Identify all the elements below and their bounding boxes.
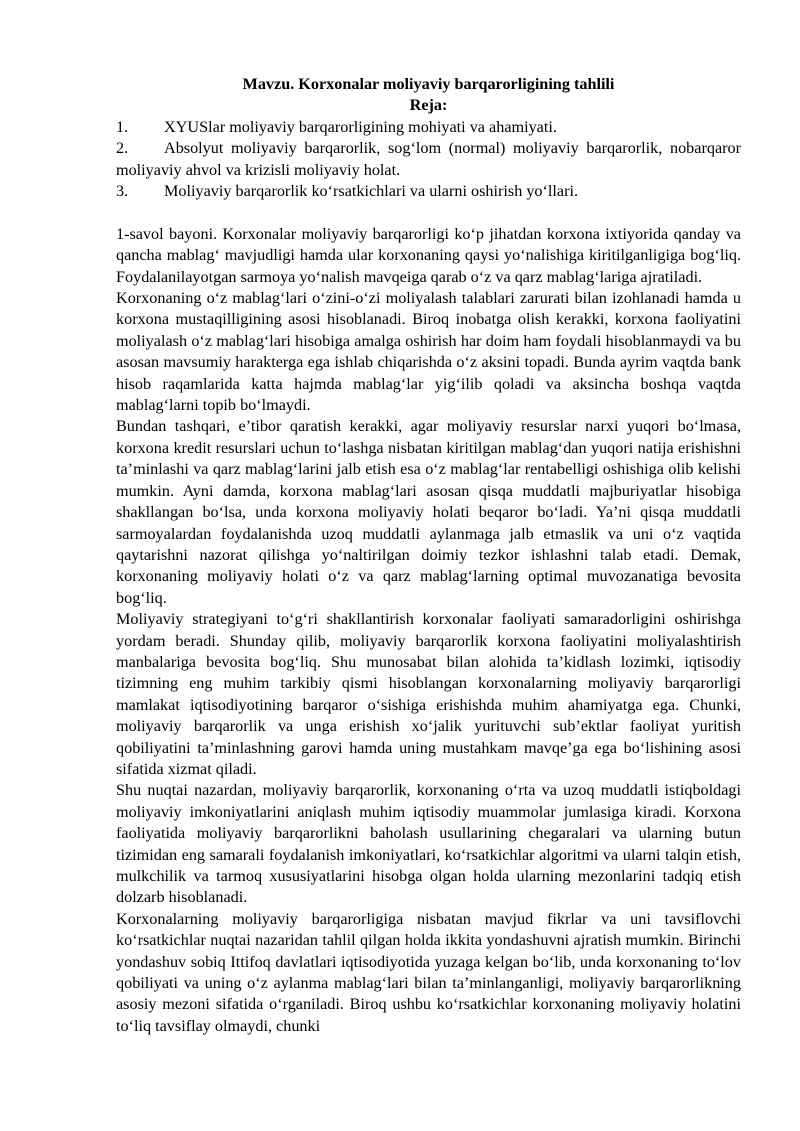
plan-item-text: Absolyut moliyaviy barqarorlik, sog‘lom (normal) moliyaviy barqarorlik, nobarqaror moliyaviy ahvol va krizisli moliyaviy holat.	[116, 139, 741, 179]
spacer	[116, 202, 741, 223]
plan-item-text: XYUSlar moliyaviy barqarorligining mohiyati va ahamiyati.	[164, 117, 557, 136]
body-paragraph: Korxonaning o‘z mablag‘lari o‘zini-o‘zi moliyalash talablari zarurati bilan izohlanadi hamda u korxona mustaqilligining asosi hisoblanadi. Biroq inobatga olish kerakki, korxona faoliyatini moliyalash o‘z mablag‘lari hisobiga amalga oshirish har doim ham foydali hisoblanmaydi va bu asosan mavsumiy harakterga ega ishlab chiqarishda o‘z aksini topadi. Bunda ayrim vaqtda bank hisob raqamlarida katta hajmda mablag‘lar yig‘ilib qoladi va aksincha boshqa vaqtda mablag‘larni topib bo‘lmaydi.	[116, 289, 741, 415]
document-title: Mavzu. Korxonalar moliyaviy barqarorligining tahlili	[242, 75, 615, 93]
body-paragraph: Korxonalarning moliyaviy barqarorligiga nisbatan mavjud fikrlar va uni tavsiflovchi ko‘rsatkichlar nuqtai nazaridan tahlil qilgan holda ikkita yondashuvni ajratish mumkin. Birinchi yondashuv sobiq Ittifoq davlatlari iqtisodiyotida yuzaga kelgan bo‘lib, unda korxonaning to‘lov qobiliyati va uning o‘z aylanma mablag‘lari bilan ta’minlanganligi, moliyaviy barqarorlikning asosiy mezoni sifatida o‘rganiladi. Biroq ushbu ko‘rsatkichlar korxonaning moliyaviy holatini to‘liq tavsiflay olmaydi, chunki	[116, 909, 741, 1035]
body-paragraph: Bundan tashqari, e’tibor qaratish kerakki, agar moliyaviy resurslar narxi yuqori bo‘lmasa, korxona kredit resurslari uchun to‘lashga nisbatan kiritilgan mablag‘dan yuqori natija erishishni ta’minlashi va qarz mablag‘larini jalb etish esa o‘z mablag‘lar rentabelligi oshishiga olib kelishi mumkin. Ayni damda, korxona mablag‘lari asosan qisqa muddatli majburiyatlar hisobiga shakllangan bo‘lsa, unda korxona moliyaviy holati beqaror bo‘ladi. Ya’ni qisqa muddatli sarmoyalardan foydalanishda uzoq muddatli aylanmaga jalb etmaslik va uni o‘z vaqtida qaytarishni nazorat qilishga yo‘naltirilgan doimiy tezkor ishlashni talab etadi. Demak, korxonaning moliyaviy holati o‘z va qarz mablag‘larning optimal muvozanatiga bevosita bog‘liq.	[116, 417, 741, 607]
plan-item	[116, 181, 741, 202]
body-paragraph: Shu nuqtai nazardan, moliyaviy barqarorlik, korxonaning o‘rta va uzoq muddatli istiqboldagi moliyaviy imkoniyatlarini aniqlash muhim iqtisodiy muammolar jumlasiga kiradi. Korxona faoliyatida moliyaviy barqarorlikni baholash usullarining chegaralari va ularning butun tizimidan eng samarali foydalanish imkoniyatlari, ko‘rsatkichlar algoritmi va ularni talqin etish, mulkchilik va tarmoq xususiyatlarini hisobga olgan holda ularning mezonlarini tadqiq etish dolzarb hisoblanadi.	[116, 781, 741, 907]
plan-item	[116, 117, 741, 138]
plan-item-number: 3.	[116, 182, 129, 201]
plan-item-number: 2.	[116, 139, 129, 158]
body-paragraph: 1-savol bayoni. Korxonalar moliyaviy barqarorligi ko‘p jihatdan korxona ixtiyorida qanday va qancha mablag‘ mavjudligi hamda ular korxonaning qaysi yo‘nalishiga kiritilganligiga bog‘liq. Foydalanilayotgan sarmoya yo‘nalish mavqeiga qarab o‘z va qarz mablag‘lariga ajratiladi.	[116, 224, 741, 286]
body-paragraph: Moliyaviy strategiyani to‘g‘ri shakllantirish korxonalar faoliyati samaradorligini oshirishga yordam beradi. Shunday qilib, moliyaviy barqarorlik korxona faoliyatini moliyalashtirish manbalariga bevosita bog‘liq. Shu munosabat bilan alohida ta’kidlash lozimki, iqtisodiy tizimning eng muhim tarkibiy qismi hisoblangan korxonalarning moliyaviy barqarorligi mamlakat iqtisodiyotining barqaror o‘sishiga erishishda muhim ahamiyatga ega. Chunki, moliyaviy barqarorlik va unga erishish xo‘jalik yurituvchi sub’ektlar faoliyat yuritish qobiliyatini ta’minlashning garovi hamda uning mustahkam mavqe’ga ega bo‘lishining asosi sifatida xizmat qiladi.	[116, 610, 741, 778]
plan-item	[116, 138, 741, 181]
plan-list	[116, 117, 741, 203]
plan-item-number: 1.	[116, 117, 129, 136]
plan-item-text: Moliyaviy barqarorlik ko‘rsatkichlari va ularni oshirish yo‘llari.	[164, 182, 579, 201]
document-page	[116, 74, 741, 1037]
plan-heading: Reja:	[409, 96, 448, 115]
